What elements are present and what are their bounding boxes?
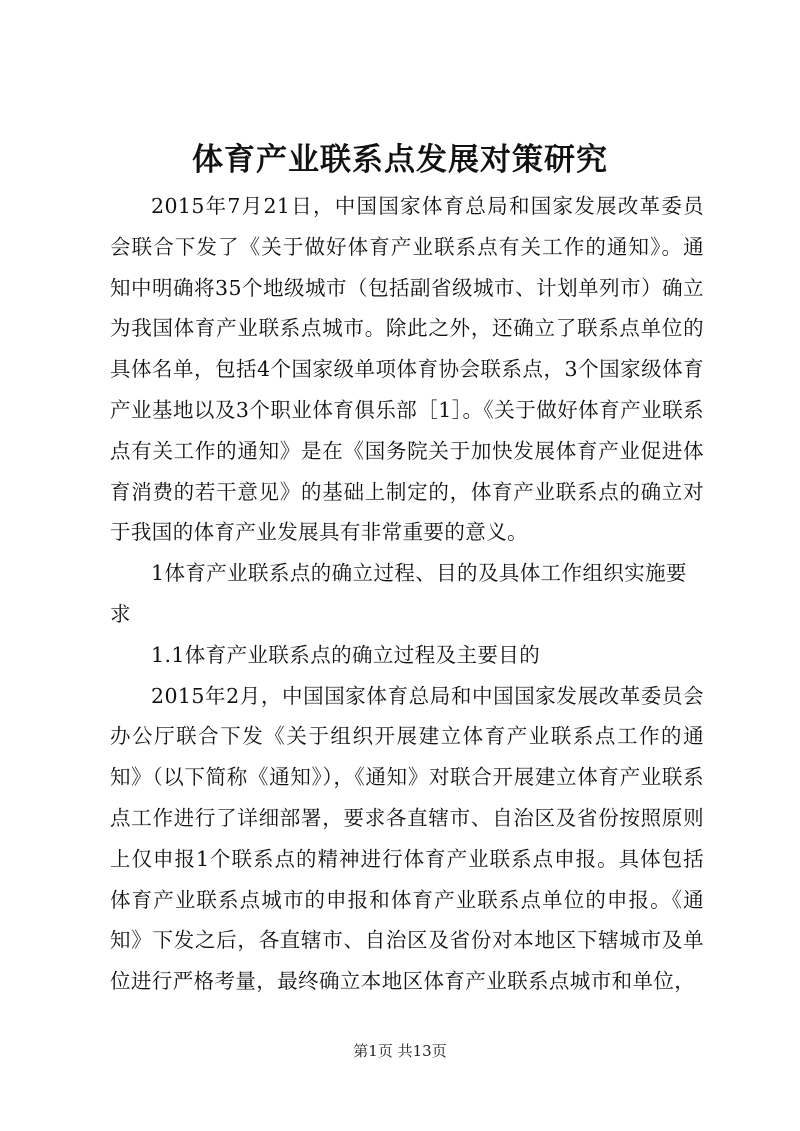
document-title: 体育产业联系点发展对策研究 [192,142,608,178]
paragraph-process: 2015年2月，中国国家体育总局和中国国家发展改革委员会办公厅联合下发《关于组织开展建立体育产业联系点工作的通知》（以下简称《通知》），《通知》对联合开展建立体育产业联系点工作进行了详细部署，要求各直辖市、自治区及省份按照原则上仅申报1个联系点的精神进行体育产业联系点申报。具体包括体育产业联系点城市的申报和体育产业联系点单位的申报。《通知》下发之后，各直辖市、自治区及省份对本地区下辖城市及单位进行严格考量，最终确立本地区体育产业联系点城市和单位， [110,683,704,994]
section-heading-1-1: 1.1体育产业联系点的确立过程及主要目的 [151,642,541,667]
section-heading-1: 1体育产业联系点的确立过程、目的及具体工作组织实施要求 [110,561,687,626]
paragraph-intro: 2015年7月21日，中国国家体育总局和国家发展改革委员会联合下发了《关于做好体育产业联系点有关工作的通知》。通知中明确将35个地级城市（包括副省级城市、计划单列市）确立为我国体育产业联系点城市。除此之外，还确立了联系点单位的具体名单，包括4个国家级单项体育协会联系点，3个国家级体育产业基地以及3个职业体育俱乐部［1］。《关于做好体育产业联系点有关工作的通知》是在《国务院关于加快发展体育产业促进体育消费的若干意见》的基础上制定的，体育产业联系点的确立对于我国的体育产业发展具有非常重要的意义。 [110,194,704,545]
document-body [110,186,704,1002]
page-number-footer: 第1页 共13页 [353,1042,447,1060]
